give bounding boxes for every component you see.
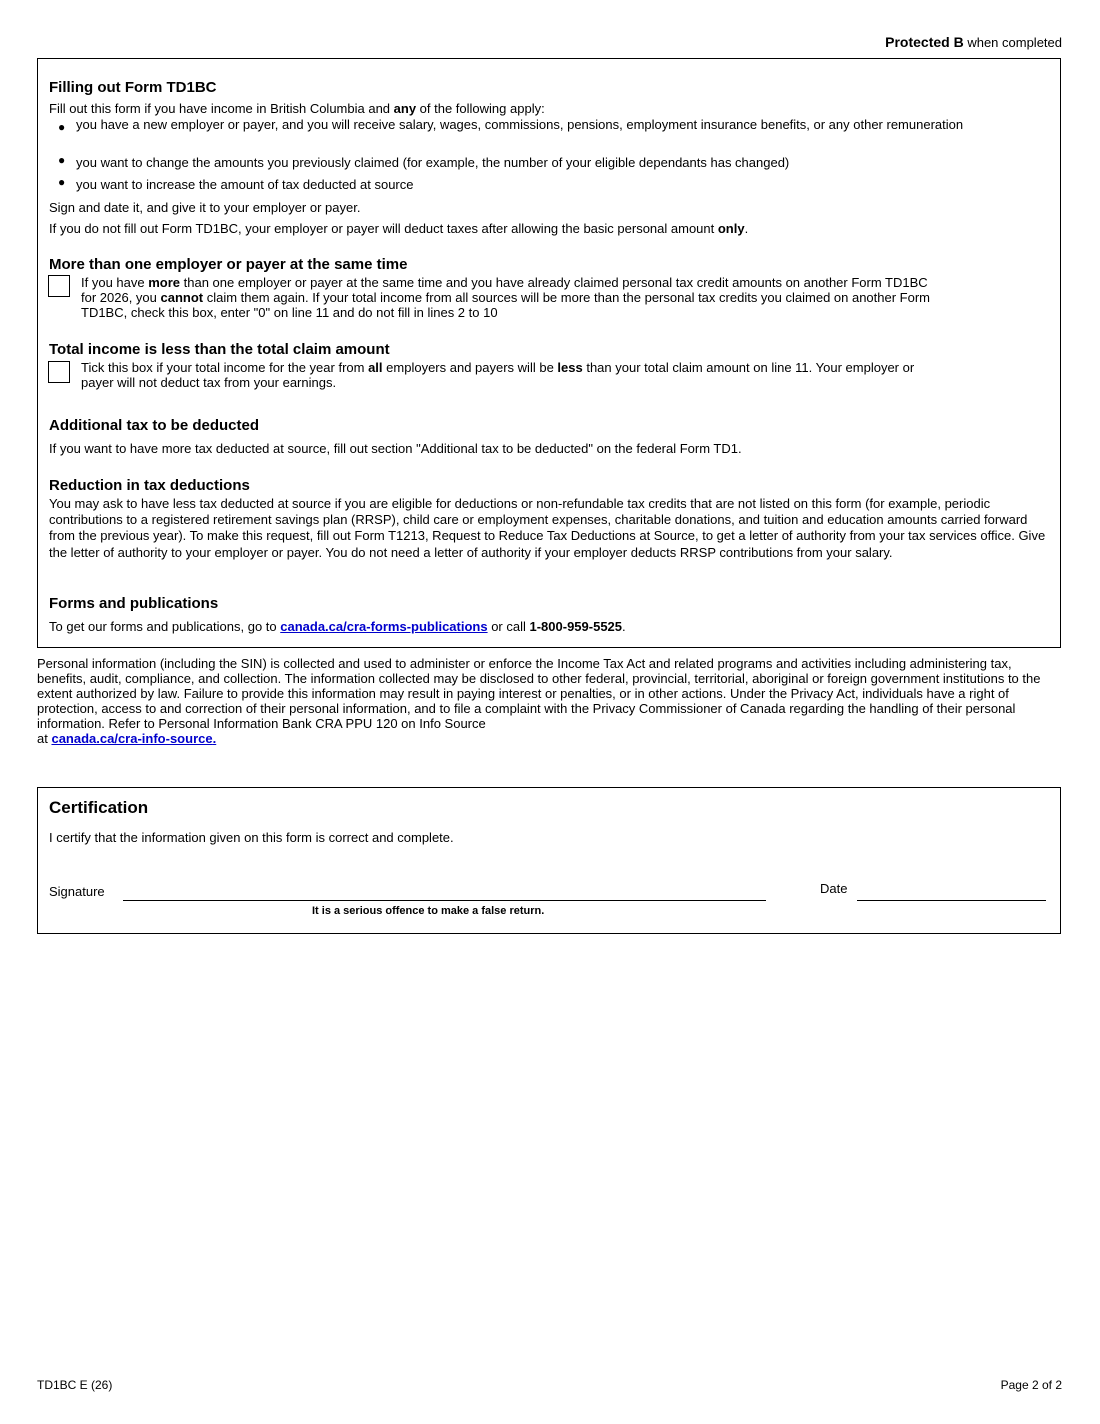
signature-field[interactable] — [123, 900, 766, 901]
forms-title: Forms and publications — [49, 595, 219, 612]
filling-intro: Fill out this form if you have income in British Columbia and any of the following apply: — [49, 101, 545, 116]
bullet-icon: ● — [58, 153, 66, 167]
total-income-text: Tick this box if your total income for the year from all employers and payers will be less than your total claim amount on line 11. Your employer or payer will not deduct tax from your earnings. — [81, 360, 915, 390]
forms-text: To get our forms and publications, go to canada.ca/cra-forms-publications or call 1-800-959-5525. — [49, 619, 626, 634]
additional-title: Additional tax to be deducted — [49, 417, 260, 434]
reduction-text: You may ask to have less tax deducted at source if you are eligible for deductions or non-refundable tax credits that are not listed on this form (for example, periodic contributions to a registered retirement savings plan (RRSP), child care or employment expenses, charitable donations, and tuition and education amounts carried forward from the previous year). To make this request, fill out Form T1213, Request to Reduce Tax Deductions at Source, to get a letter of authority from your tax services office. Give the letter of authority to your employer or payer. You do not need a letter of authority if your employer deducts RRSP contributions from your salary. — [49, 496, 1046, 560]
instructions-box — [37, 58, 1061, 648]
protected-label: Protected B when completed — [885, 34, 1062, 50]
filling-bullet: you have a new employer or payer, and you will receive salary, wages, commissions, pensions, employment insurance benefits, or any other remuneration — [76, 117, 964, 132]
form-id: TD1BC E (26) — [37, 1378, 113, 1392]
more-than-one-text: If you have more than one employer or payer at the same time and you have already claimed personal tax credit amounts on another Form TD1BC for 2026, you cannot claim them again. If your total income from all sources will be more than the personal tax credits you claimed on another Form TD1BC, check this box, enter "0" on line 11 and do not fill in lines 2 to 10 — [81, 275, 931, 320]
filling-bullet: you want to increase the amount of tax deducted at source — [76, 177, 414, 192]
additional-text: If you want to have more tax deducted at source, fill out section "Additional tax to be deducted" on the federal Form TD1. — [49, 441, 742, 456]
filling-title: Filling out Form TD1BC — [49, 79, 217, 96]
more-than-one-checkbox[interactable] — [48, 275, 70, 297]
info-source-link[interactable]: canada.ca/cra-info-source — [51, 731, 213, 746]
signature-label: Signature — [49, 884, 105, 899]
total-income-checkbox[interactable] — [48, 361, 70, 383]
bullet-icon: ● — [58, 175, 66, 189]
false-return-warning: It is a serious offence to make a false return. — [312, 905, 545, 917]
certification-text: I certify that the information given on this form is correct and complete. — [49, 830, 454, 845]
bullet-icon: ● — [58, 120, 66, 134]
date-label: Date — [820, 881, 848, 896]
total-income-title: Total income is less than the total claim amount — [49, 341, 390, 358]
forms-publications-link[interactable]: canada.ca/cra-forms-publications — [280, 619, 488, 634]
reduction-title: Reduction in tax deductions — [49, 477, 250, 494]
filling-sign: Sign and date it, and give it to your employer or payer. — [49, 200, 361, 215]
filling-no-fill: If you do not fill out Form TD1BC, your employer or payer will deduct taxes after allowing the basic personal amount only. — [49, 221, 749, 236]
page-number: Page 2 of 2 — [1000, 1378, 1062, 1392]
filling-bullet: you want to change the amounts you previously claimed (for example, the number of your eligible dependants has changed) — [76, 155, 790, 170]
privacy-notice: Personal information (including the SIN) is collected and used to administer or enforce the Income Tax Act and related programs and activities including administering tax, benefits, audit, compliance, and collection. The information collected may be disclosed to other federal, provincial, territorial, aboriginal or foreign government institutions to the extent authorized by law. Failure to provide this information may result in paying interest or penalties, or in other actions. Under the Privacy Act, individuals have a right of protection, access to and correction of their personal information, and to file a complaint with the Privacy Commissioner of Canada regarding the handling of their personal information. Refer to Personal Information Bank CRA PPU 120 on Info Source at canada.ca/cra-info-source. — [37, 656, 1041, 746]
date-field[interactable] — [857, 900, 1046, 901]
certification-box — [37, 787, 1061, 934]
more-than-one-title: More than one employer or payer at the same time — [49, 256, 408, 273]
certification-title: Certification — [49, 798, 149, 817]
